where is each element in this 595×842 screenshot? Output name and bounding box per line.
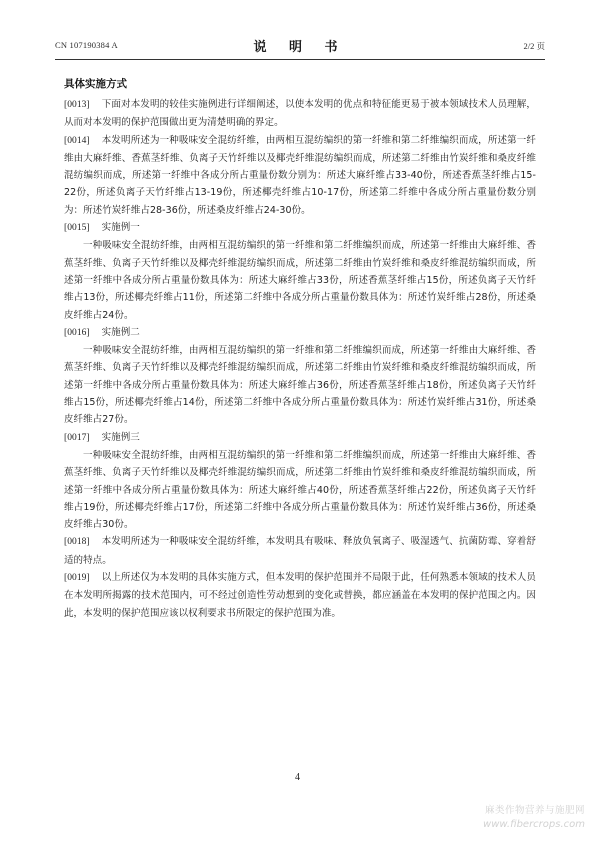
page-number: 4	[295, 772, 300, 783]
watermark-site-name: 麻类作物营养与施肥网	[484, 805, 585, 816]
paragraph-0019	[64, 569, 536, 622]
paragraph-0015-body: 一种吸味安全混纺纤维，由两相互混纺编织的第一纤维和第二纤维编织而成，所述第一纤维由大麻纤维、香蕉茎纤维、负离子天竹纤维以及椰壳纤维混纺编织而成，所述第二纤维由竹炭纤维和桑皮纤维混纺编织而成，所述第一纤维中各成分所占重量份数具体为：所述大麻纤维占33份，所述香蕉茎纤维占15份，所述负离子天竹纤维占13份，所述椰壳纤维占11份，所述第二纤维中各成分所占重量份数具体为：所述竹炭纤维占28份，所述桑皮纤维占24份。	[64, 240, 536, 321]
paragraph-0018	[64, 533, 536, 569]
example-heading: 实施例一	[101, 222, 140, 234]
watermark	[483, 804, 585, 832]
paragraph-number: [0019]	[64, 573, 90, 584]
paragraph-text: 下面对本发明的较佳实施例进行详细阐述，以使本发明的优点和特征能更易于被本领域技术人员理解，从而对本发明的保护范围做出更为清楚明确的界定。	[64, 99, 536, 129]
paragraph-0017-heading	[64, 429, 536, 447]
paragraph-text: 本发明所述为一种吸味安全混纺纤维，由两相互混纺编织的第一纤维和第二纤维编织而成，所述第一纤维由大麻纤维、香蕉茎纤维、负离子天竹纤维以及椰壳纤维混纺编织而成，所述第二纤维由竹炭纤维和桑皮纤维混纺编织而成，所述第一纤维中各成分所占重量份数分别为：所述大麻纤维占33-40份，所述香蕉茎纤维占15-22份，所述负离子天竹纤维占13-19份，所述椰壳纤维占10-17份，所述第二纤维中各成分所占重量份数分别为：所述竹炭纤维占28-36份，所述桑皮纤维占24-30份。	[64, 134, 536, 216]
example-heading: 实施例三	[101, 431, 140, 443]
paragraph-0017-body: 一种吸味安全混纺纤维，由两相互混纺编织的第一纤维和第二纤维编织而成，所述第一纤维由大麻纤维、香蕉茎纤维、负离子天竹纤维以及椰壳纤维混纺编织而成，所述第二纤维由竹炭纤维和桑皮纤维混纺编织而成，所述第一纤维中各成分所占重量份数具体为：所述大麻纤维占40份，所述香蕉茎纤维占22份，所述负离子天竹纤维占19份，所述椰壳纤维占17份，所述第二纤维中各成分所占重量份数具体为：所述竹炭纤维占36份，所述桑皮纤维占30份。	[64, 449, 536, 531]
paragraph-0016-heading	[64, 324, 536, 342]
paragraph-0014	[64, 132, 536, 219]
page-header	[55, 36, 545, 56]
document-body	[64, 76, 536, 622]
paragraph-0013	[64, 96, 536, 132]
document-title: 说 明 书	[253, 40, 347, 55]
page-label: 2/2 页	[523, 41, 545, 51]
paragraph-0015-heading	[64, 219, 536, 237]
paragraph-number: [0014]	[64, 135, 90, 146]
section-title: 具体实施方式	[64, 78, 127, 90]
paragraph-number: [0015]	[64, 223, 90, 234]
paragraph-number: [0017]	[64, 432, 90, 443]
paragraph-text: 本发明所述为一种吸味安全混纺纤维，本发明具有吸味、释放负氧离子、吸湿透气、抗菌防霉、穿着舒适的特点。	[64, 536, 536, 566]
header-divider	[55, 59, 545, 60]
watermark-url: www.fibercrops.com	[483, 819, 585, 830]
paragraph-number: [0013]	[64, 100, 90, 110]
example-heading: 实施例二	[101, 326, 140, 338]
paragraph-0016-body: 一种吸味安全混纺纤维，由两相互混纺编织的第一纤维和第二纤维编织而成，所述第一纤维由大麻纤维、香蕉茎纤维、负离子天竹纤维以及椰壳纤维混纺编织而成，所述第二纤维由竹炭纤维和桑皮纤维混纺编织而成，所述第一纤维中各成分所占重量份数具体为：所述大麻纤维占36份，所述香蕉茎纤维占18份，所述负离子天竹纤维占15份，所述椰壳纤维占14份，所述第二纤维中各成分所占重量份数具体为：所述竹炭纤维占31份，所述桑皮纤维占27份。	[64, 345, 536, 426]
patent-number: CN 107190384 A	[55, 40, 118, 50]
paragraph-text: 以上所述仅为本发明的具体实施方式，但本发明的保护范围并不局限于此，任何熟悉本领域的技术人员在本发明所揭露的技术范围内，可不经过创造性劳动想到的变化或替换，都应涵盖在本发明的保护范围之内。因此，本发明的保护范围应该以权利要求书所限定的保护范围为准。	[64, 572, 536, 619]
paragraph-number: [0018]	[64, 537, 90, 548]
paragraph-number: [0016]	[64, 327, 90, 338]
